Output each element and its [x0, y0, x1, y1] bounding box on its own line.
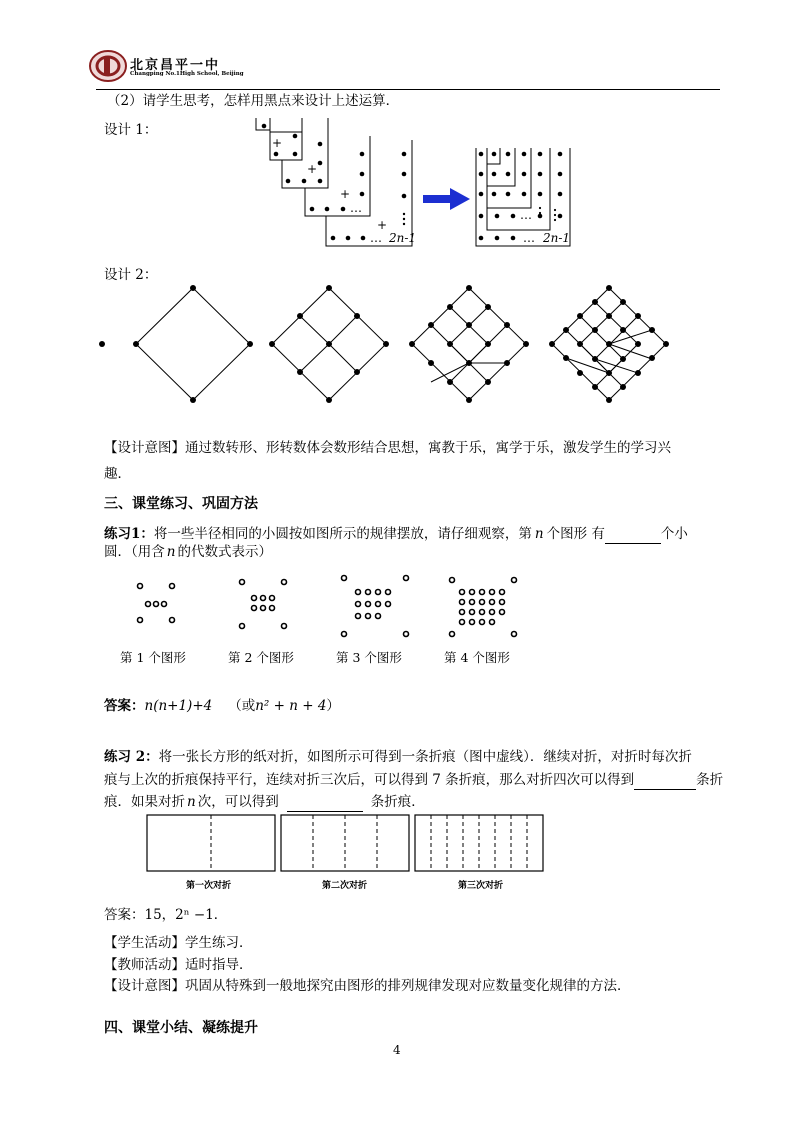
design-intent-1-line1: 【设计意图】通过数转形、形转数体会数形结合思想，寓教于乐，寓学于乐，激发学生的学习兴: [104, 440, 671, 456]
exercise-2-line3: 痕．如果对折 n 次，可以得到 条折痕．: [104, 794, 425, 810]
figure-label-2: 第 2 个图形: [228, 650, 294, 665]
plus-sign-2: +: [307, 162, 318, 176]
header-rule: [96, 89, 720, 90]
fold-label-2: 第二次对折: [322, 881, 368, 891]
design-intent-2: 【设计意图】巩固从特殊到一般地探究由图形的排列规律发现对应数量变化规律的方法．: [104, 978, 631, 994]
exercise-1-line1: 练习1：将一些半径相同的小圆按如图所示的规律摆放，请仔细观察，第 n 个图形 有 个小: [104, 526, 688, 542]
ellipsis-row-4: …: [350, 201, 362, 215]
exercise-2-answer: 答案：15，2ⁿ −1．: [104, 907, 228, 923]
plus-sign-4: +: [377, 218, 388, 232]
page-number: 4: [393, 1043, 401, 1057]
arrow-icon: [423, 195, 453, 203]
design1-figure: [250, 118, 580, 248]
ellipsis-right-4: …: [520, 208, 532, 222]
exercise-2-line2: 痕与上次的折痕保持平行，连续对折三次后，可以得到 7 条折痕，那么对折四次可以得到 条折: [104, 772, 724, 788]
exercise-1-line2: 圆．（用含 n 的代数式表示）: [104, 544, 272, 560]
school-name-cn: 北京昌平一中: [130, 58, 221, 73]
fold-diagrams: [146, 814, 546, 874]
design1-label: 设计 1：: [104, 122, 158, 138]
exercise-1-label: 练习1：: [104, 526, 154, 542]
school-logo-icon: [88, 48, 128, 84]
section-4-title: 四、课堂小结、凝练提升: [104, 1020, 258, 1036]
figure-label-4: 第 4 个图形: [444, 650, 510, 665]
plus-sign-1: +: [272, 136, 283, 150]
header: [0, 0, 794, 92]
school-name-en: Changping No.1High School, Beijing: [130, 71, 244, 77]
exercise-2-line1: 练习 2：将一张长方形的纸对折，如图所示可得到一条折痕（图中虚线）．继续对折，对折时每次折: [104, 749, 692, 765]
fold-label-3: 第三次对折: [458, 881, 504, 891]
figure-label-3: 第 3 个图形: [336, 650, 402, 665]
plus-sign-3: +: [340, 187, 351, 201]
exercise-2-blank-1[interactable]: [634, 773, 696, 790]
design2-figure: [90, 280, 690, 410]
exercise-1-blank[interactable]: [605, 527, 661, 544]
design2-label: 设计 2：: [104, 267, 158, 283]
teacher-activity: 【教师活动】适时指导．: [104, 957, 253, 973]
ellipsis-row-5: …: [370, 231, 382, 245]
label-2n-1-right: 2n-1: [543, 231, 571, 245]
design-intent-1-line2: 趣．: [104, 466, 131, 482]
exercise-2-blank-2[interactable]: [287, 795, 363, 812]
question-2: （2）请学生思考，怎样用黑点来设计上述运算．: [107, 93, 400, 109]
section-3-title: 三、课堂练习、巩固方法: [104, 496, 258, 512]
exercise-1-answer: 答案：n(n+1)+4 （或n² + n + 4）: [104, 698, 340, 714]
student-activity: 【学生活动】学生练习．: [104, 935, 253, 951]
ellipsis-right-5: …: [523, 231, 535, 245]
exercise-2-label: 练习 2：: [104, 749, 159, 765]
figure-label-1: 第 1 个图形: [120, 650, 186, 665]
fold-label-1: 第一次对折: [186, 881, 232, 891]
label-2n-1-left: 2n-1: [389, 231, 417, 245]
exercise-1-figures: [130, 574, 570, 644]
